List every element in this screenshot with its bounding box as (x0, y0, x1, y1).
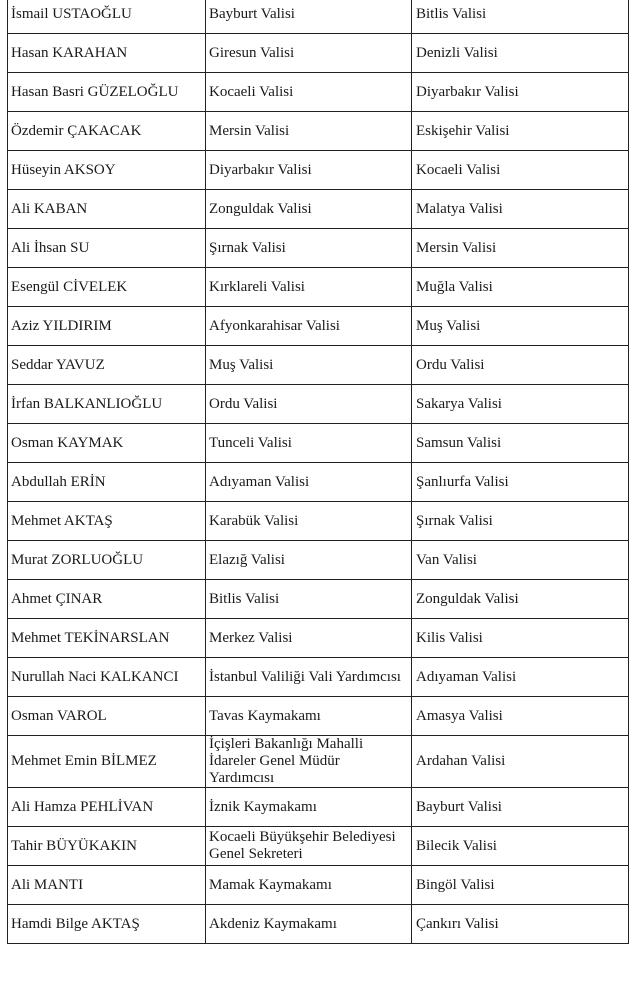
new-post-cell: Bayburt Valisi (412, 788, 629, 827)
current-post-cell: Adıyaman Valisi (206, 463, 412, 502)
new-post-cell: Ardahan Valisi (412, 736, 629, 788)
new-post-cell: Amasya Valisi (412, 697, 629, 736)
new-post-cell: Kilis Valisi (412, 619, 629, 658)
table-row (8, 736, 629, 788)
current-post-cell: Ordu Valisi (206, 385, 412, 424)
official-name-cell: İrfan BALKANLIOĞLU (8, 385, 206, 424)
table-row (8, 346, 629, 385)
table-row (8, 0, 629, 34)
official-name-cell: Hamdi Bilge AKTAŞ (8, 905, 206, 944)
official-name-cell: Osman KAYMAK (8, 424, 206, 463)
current-post-cell: Akdeniz Kaymakamı (206, 905, 412, 944)
new-post-cell: Diyarbakır Valisi (412, 73, 629, 112)
current-post-cell: Tunceli Valisi (206, 424, 412, 463)
official-name-cell: Mehmet TEKİNARSLAN (8, 619, 206, 658)
new-post-cell: Eskişehir Valisi (412, 112, 629, 151)
current-post-cell: Kırklareli Valisi (206, 268, 412, 307)
table-row (8, 385, 629, 424)
official-name-cell: Seddar YAVUZ (8, 346, 206, 385)
official-name-cell: Abdullah ERİN (8, 463, 206, 502)
official-name-cell: Osman VAROL (8, 697, 206, 736)
current-post-cell: İstanbul Valiliği Vali Yardımcısı (206, 658, 412, 697)
official-name-cell: Aziz YILDIRIM (8, 307, 206, 346)
new-post-cell: Van Valisi (412, 541, 629, 580)
official-name-cell: Tahir BÜYÜKAKIN (8, 827, 206, 866)
official-name-cell: Nurullah Naci KALKANCI (8, 658, 206, 697)
table-row (8, 73, 629, 112)
current-post-cell: İznik Kaymakamı (206, 788, 412, 827)
new-post-cell: Şırnak Valisi (412, 502, 629, 541)
current-post-cell: Zonguldak Valisi (206, 190, 412, 229)
official-name-cell: İsmail USTAOĞLU (8, 0, 206, 34)
current-post-cell: Mamak Kaymakamı (206, 866, 412, 905)
new-post-cell: Bitlis Valisi (412, 0, 629, 34)
table-row (8, 788, 629, 827)
table-row (8, 580, 629, 619)
official-name-cell: Mehmet AKTAŞ (8, 502, 206, 541)
current-post-cell: İçişleri Bakanlığı Mahalli İdareler Genel Müdür Yardımcısı (206, 736, 412, 788)
new-post-cell: Sakarya Valisi (412, 385, 629, 424)
current-post-cell: Karabük Valisi (206, 502, 412, 541)
official-name-cell: Ahmet ÇINAR (8, 580, 206, 619)
new-post-cell: Zonguldak Valisi (412, 580, 629, 619)
new-post-cell: Bingöl Valisi (412, 866, 629, 905)
table-row (8, 112, 629, 151)
official-name-cell: Hasan Basri GÜZELOĞLU (8, 73, 206, 112)
table-row (8, 463, 629, 502)
current-post-cell: Merkez Valisi (206, 619, 412, 658)
official-name-cell: Ali İhsan SU (8, 229, 206, 268)
table-row (8, 502, 629, 541)
official-name-cell: Ali MANTI (8, 866, 206, 905)
current-post-cell: Tavas Kaymakamı (206, 697, 412, 736)
current-post-cell: Afyonkarahisar Valisi (206, 307, 412, 346)
new-post-cell: Malatya Valisi (412, 190, 629, 229)
current-post-cell: Giresun Valisi (206, 34, 412, 73)
table-row (8, 905, 629, 944)
official-name-cell: Ali Hamza PEHLİVAN (8, 788, 206, 827)
current-post-cell: Muş Valisi (206, 346, 412, 385)
table-row (8, 190, 629, 229)
table-row (8, 229, 629, 268)
table-row (8, 268, 629, 307)
current-post-cell: Bitlis Valisi (206, 580, 412, 619)
official-name-cell: Murat ZORLUOĞLU (8, 541, 206, 580)
current-post-cell: Kocaeli Büyükşehir Belediyesi Genel Sekreteri (206, 827, 412, 866)
table-row (8, 697, 629, 736)
current-post-cell: Mersin Valisi (206, 112, 412, 151)
table-row (8, 151, 629, 190)
new-post-cell: Muş Valisi (412, 307, 629, 346)
official-name-cell: Esengül CİVELEK (8, 268, 206, 307)
table-row (8, 619, 629, 658)
official-name-cell: Mehmet Emin BİLMEZ (8, 736, 206, 788)
new-post-cell: Samsun Valisi (412, 424, 629, 463)
appointments-table-body (8, 0, 629, 944)
current-post-cell: Diyarbakır Valisi (206, 151, 412, 190)
new-post-cell: Ordu Valisi (412, 346, 629, 385)
current-post-cell: Şırnak Valisi (206, 229, 412, 268)
official-name-cell: Hüseyin AKSOY (8, 151, 206, 190)
new-post-cell: Denizli Valisi (412, 34, 629, 73)
new-post-cell: Bilecik Valisi (412, 827, 629, 866)
new-post-cell: Adıyaman Valisi (412, 658, 629, 697)
table-row (8, 307, 629, 346)
new-post-cell: Kocaeli Valisi (412, 151, 629, 190)
new-post-cell: Mersin Valisi (412, 229, 629, 268)
table-row (8, 827, 629, 866)
table-row (8, 541, 629, 580)
table-row (8, 34, 629, 73)
current-post-cell: Elazığ Valisi (206, 541, 412, 580)
table-row (8, 424, 629, 463)
new-post-cell: Şanlıurfa Valisi (412, 463, 629, 502)
official-name-cell: Hasan KARAHAN (8, 34, 206, 73)
new-post-cell: Muğla Valisi (412, 268, 629, 307)
current-post-cell: Kocaeli Valisi (206, 73, 412, 112)
official-name-cell: Özdemir ÇAKACAK (8, 112, 206, 151)
current-post-cell: Bayburt Valisi (206, 0, 412, 34)
table-row (8, 866, 629, 905)
table-row (8, 658, 629, 697)
appointments-table (7, 0, 629, 944)
official-name-cell: Ali KABAN (8, 190, 206, 229)
new-post-cell: Çankırı Valisi (412, 905, 629, 944)
